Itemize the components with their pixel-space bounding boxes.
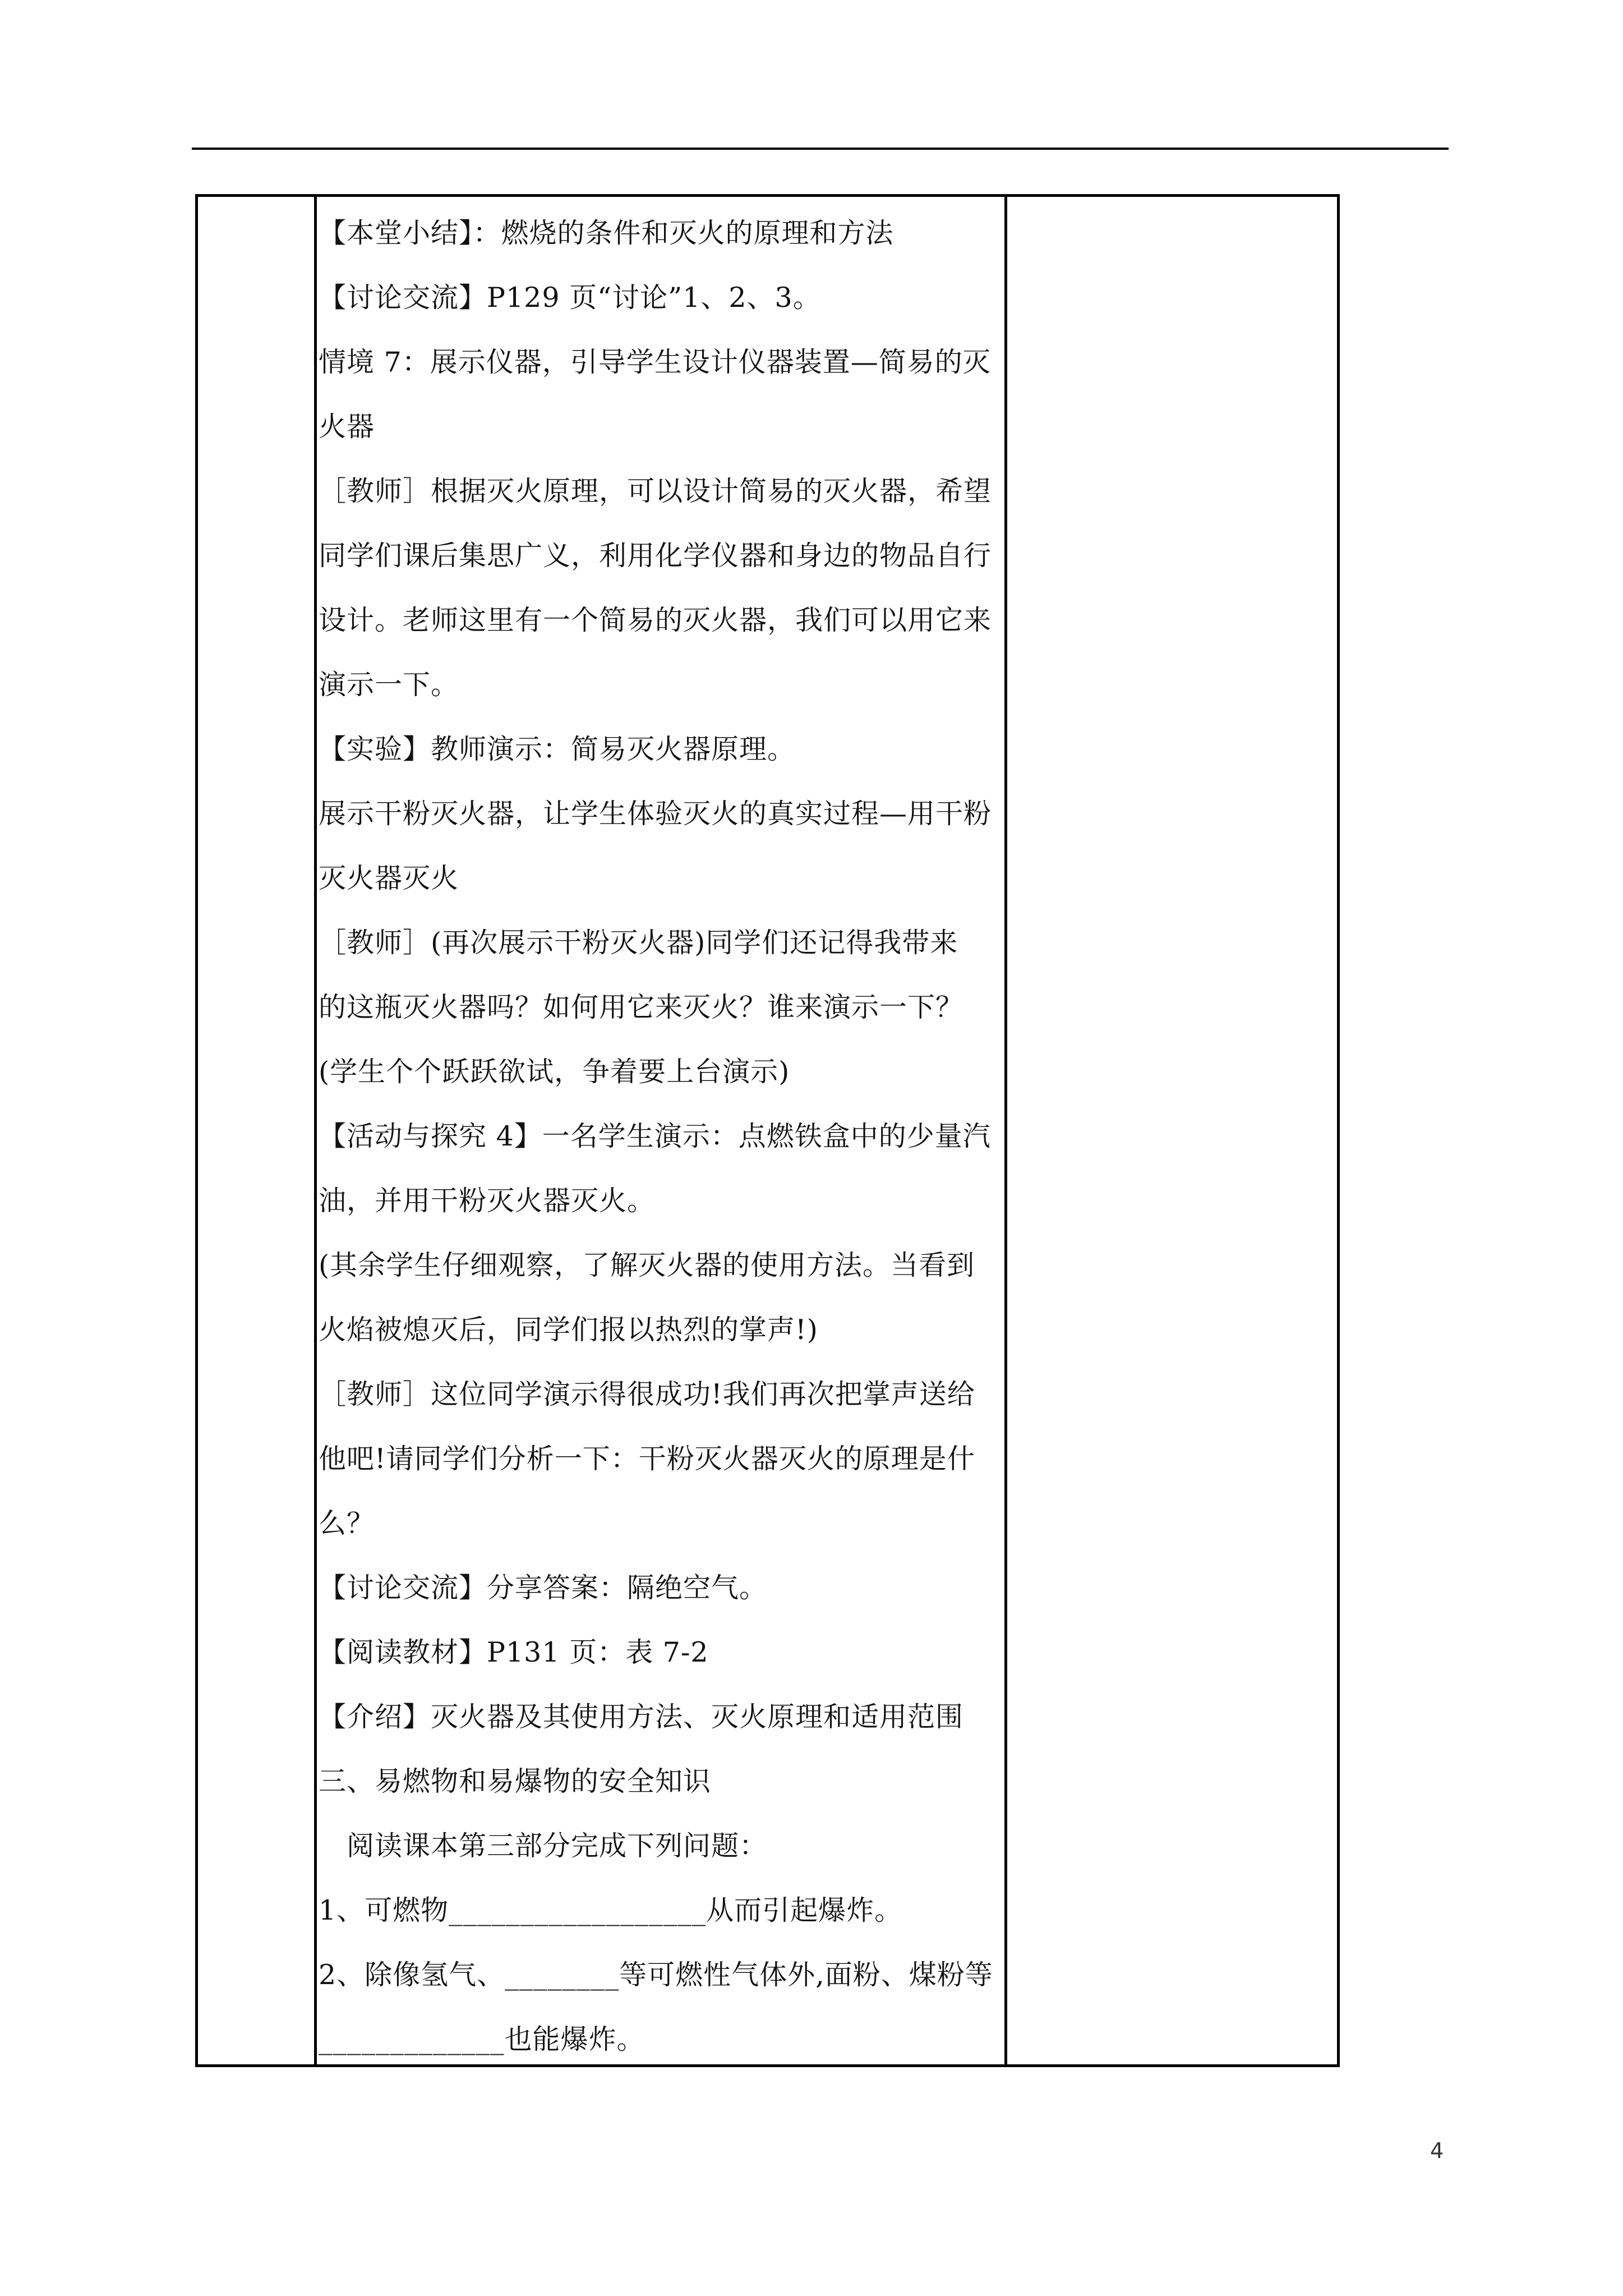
text-line: 2、除像氢气、________等可燃性气体外,面粉、煤粉等 [319, 1959, 993, 1991]
text-line: ［教师］这位同学演示得很成功!我们再次把掌声送给 [319, 1378, 975, 1410]
text-line: ［教师］根据灭火原理，可以设计简易的灭火器，希望 [319, 475, 992, 507]
text-line: (其余学生仔细观察，了解灭火器的使用方法。当看到 [319, 1249, 975, 1281]
lesson-table [195, 194, 1340, 2067]
text-line: 火焰被熄灭后，同学们报以热烈的掌声!) [319, 1314, 818, 1346]
right-column-cell [1007, 197, 1337, 2064]
text-line: 【本堂小结】：燃烧的条件和灭火的原理和方法 [319, 217, 894, 249]
text-line: 演示一下。 [319, 669, 459, 701]
text-line: 【活动与探究 4】一名学生演示：点燃铁盒中的少量汽 [319, 1120, 991, 1152]
left-column-cell [198, 197, 314, 2064]
text-line: _____________也能爆炸。 [319, 2023, 645, 2055]
header-rule [192, 148, 1449, 150]
content-cell [319, 197, 1004, 2064]
text-line: 【讨论交流】分享答案：隔绝空气。 [319, 1572, 768, 1604]
text-line: 情境 7：展示仪器，引导学生设计仪器装置—简易的灭 [319, 346, 991, 378]
text-line: 么？ [319, 1507, 375, 1539]
text-line: 的这瓶灭火器吗？如何用它来灭火？谁来演示一下？ [319, 991, 964, 1023]
text-line: 【介绍】灭火器及其使用方法、灭火原理和适用范围 [319, 1701, 964, 1733]
text-line: 设计。老师这里有一个简易的灭火器，我们可以用它来 [319, 604, 992, 636]
text-line: 他吧!请同学们分析一下：干粉灭火器灭火的原理是什 [319, 1443, 975, 1475]
text-line: 【阅读教材】P131 页：表 7-2 [319, 1636, 709, 1668]
page-number: 4 [1430, 2138, 1444, 2163]
text-line: 1、可燃物__________________从而引起爆炸。 [319, 1894, 903, 1926]
column-divider [314, 197, 317, 2064]
text-line: 【讨论交流】P129 页“讨论”1、2、3。 [319, 282, 821, 314]
text-line: 油，并用干粉灭火器灭火。 [319, 1185, 656, 1217]
text-line: 展示干粉灭火器，让学生体验灭火的真实过程—用干粉 [319, 798, 992, 830]
text-line: 火器 [319, 411, 375, 443]
text-line: 灭火器灭火 [319, 862, 459, 894]
text-line: 三、易燃物和易爆物的安全知识 [319, 1765, 712, 1797]
text-line: 同学们课后集思广义，利用化学仪器和身边的物品自行 [319, 540, 992, 572]
text-line: ［教师］(再次展示干粉灭火器)同学们还记得我带来 [319, 927, 958, 959]
text-line: 阅读课本第三部分完成下列问题： [319, 1830, 768, 1862]
text-line: (学生个个跃跃欲试，争着要上台演示) [319, 1056, 790, 1088]
text-line: 【实验】教师演示：简易灭火器原理。 [319, 733, 796, 765]
